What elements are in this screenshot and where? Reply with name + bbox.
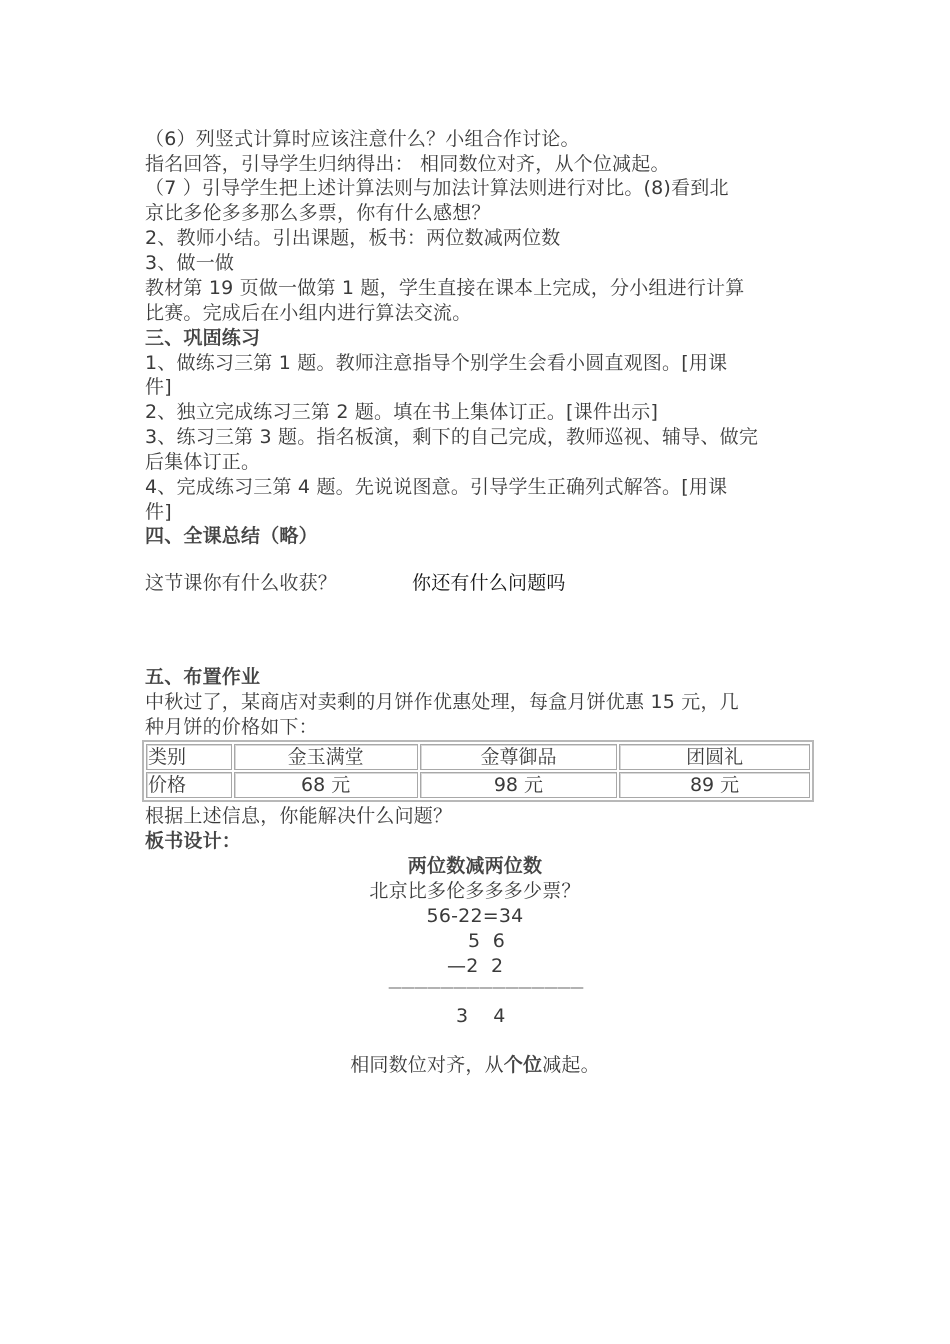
- text-line: 种月饼的价格如下：: [145, 716, 318, 738]
- text-line: 1、做练习三第 1 题。教师注意指导个别学生会看小圆直观图。[用课: [145, 352, 728, 374]
- table-cell: 价格: [146, 772, 232, 798]
- section-heading: 四、全课总结（略）: [145, 525, 318, 547]
- board-rule-bold: 个位: [503, 1054, 543, 1076]
- text-line: 2、独立完成练习三第 2 题。填在书上集体订正。[课件出示]: [145, 401, 659, 423]
- text-line: 指名回答，引导学生归纳得出： 相同数位对齐，从个位减起。: [145, 153, 670, 175]
- section-heading: 五、布置作业: [145, 666, 261, 688]
- board-equation: 56-22=34: [426, 905, 524, 927]
- summary-question: 这节课你有什么收获？: [145, 572, 338, 594]
- vertical-rule: ———————————————: [388, 980, 583, 996]
- table-cell: 89 元: [619, 772, 810, 798]
- text-line: 件]: [145, 376, 172, 398]
- text-line: 后集体订正。: [145, 451, 261, 473]
- text-line: 比赛。完成后在小组内进行算法交流。: [145, 302, 472, 324]
- text-line: 3、练习三第 3 题。指名板演，剩下的自己完成，教师巡视、辅导、做完: [145, 426, 759, 448]
- text-line: 教材第 19 页做一做第 1 题，学生直接在课本上完成，分小组进行计算: [145, 277, 745, 299]
- vertical-subtrahend: —2 2: [447, 955, 504, 977]
- text-line: 4、完成练习三第 4 题。先说说图意。引导学生正确列式解答。[用课: [145, 476, 728, 498]
- board-question: 北京比多伦多多多少票？: [369, 880, 581, 902]
- text-line: 3、做一做: [145, 252, 235, 274]
- text-line: 京比多伦多多那么多票，你有什么感想？: [145, 202, 491, 224]
- text-line: 根据上述信息，你能解决什么问题？: [145, 805, 453, 827]
- table-cell: 金尊御品: [420, 744, 617, 770]
- board-rule: [145, 1053, 805, 1078]
- table-cell: 98 元: [420, 772, 617, 798]
- text-line: （6）列竖式计算时应该注意什么？小组合作讨论。: [145, 128, 580, 150]
- table-cell: 金玉满堂: [234, 744, 418, 770]
- board-label: 板书设计：: [145, 830, 242, 852]
- table-row: [146, 772, 810, 798]
- vertical-top: 5 6: [468, 930, 506, 952]
- board-rule-suffix: 减起。: [542, 1054, 600, 1076]
- table-cell: 68 元: [234, 772, 418, 798]
- table-cell: 团圆礼: [619, 744, 810, 770]
- vertical-result: 3 4: [456, 1005, 506, 1027]
- section-heading: 三、巩固练习: [145, 327, 261, 349]
- table-cell: 类别: [146, 744, 232, 770]
- board-rule-prefix: 相同数位对齐，从: [350, 1054, 504, 1076]
- text-line: （7 ）引导学生把上述计算法则与加法计算法则进行对比。(8)看到北: [145, 177, 729, 199]
- table-header-row: [146, 744, 810, 770]
- board-title: 两位数减两位数: [407, 855, 543, 877]
- text-line: 中秋过了，某商店对卖剩的月饼作优惠处理，每盒月饼优惠 15 元，几: [145, 691, 739, 713]
- price-table: [142, 740, 814, 802]
- summary-question-2: 你还有什么问题吗: [412, 572, 566, 594]
- text-line: 件]: [145, 501, 172, 523]
- text-line: 2、教师小结。引出课题，板书：两位数减两位数: [145, 227, 561, 249]
